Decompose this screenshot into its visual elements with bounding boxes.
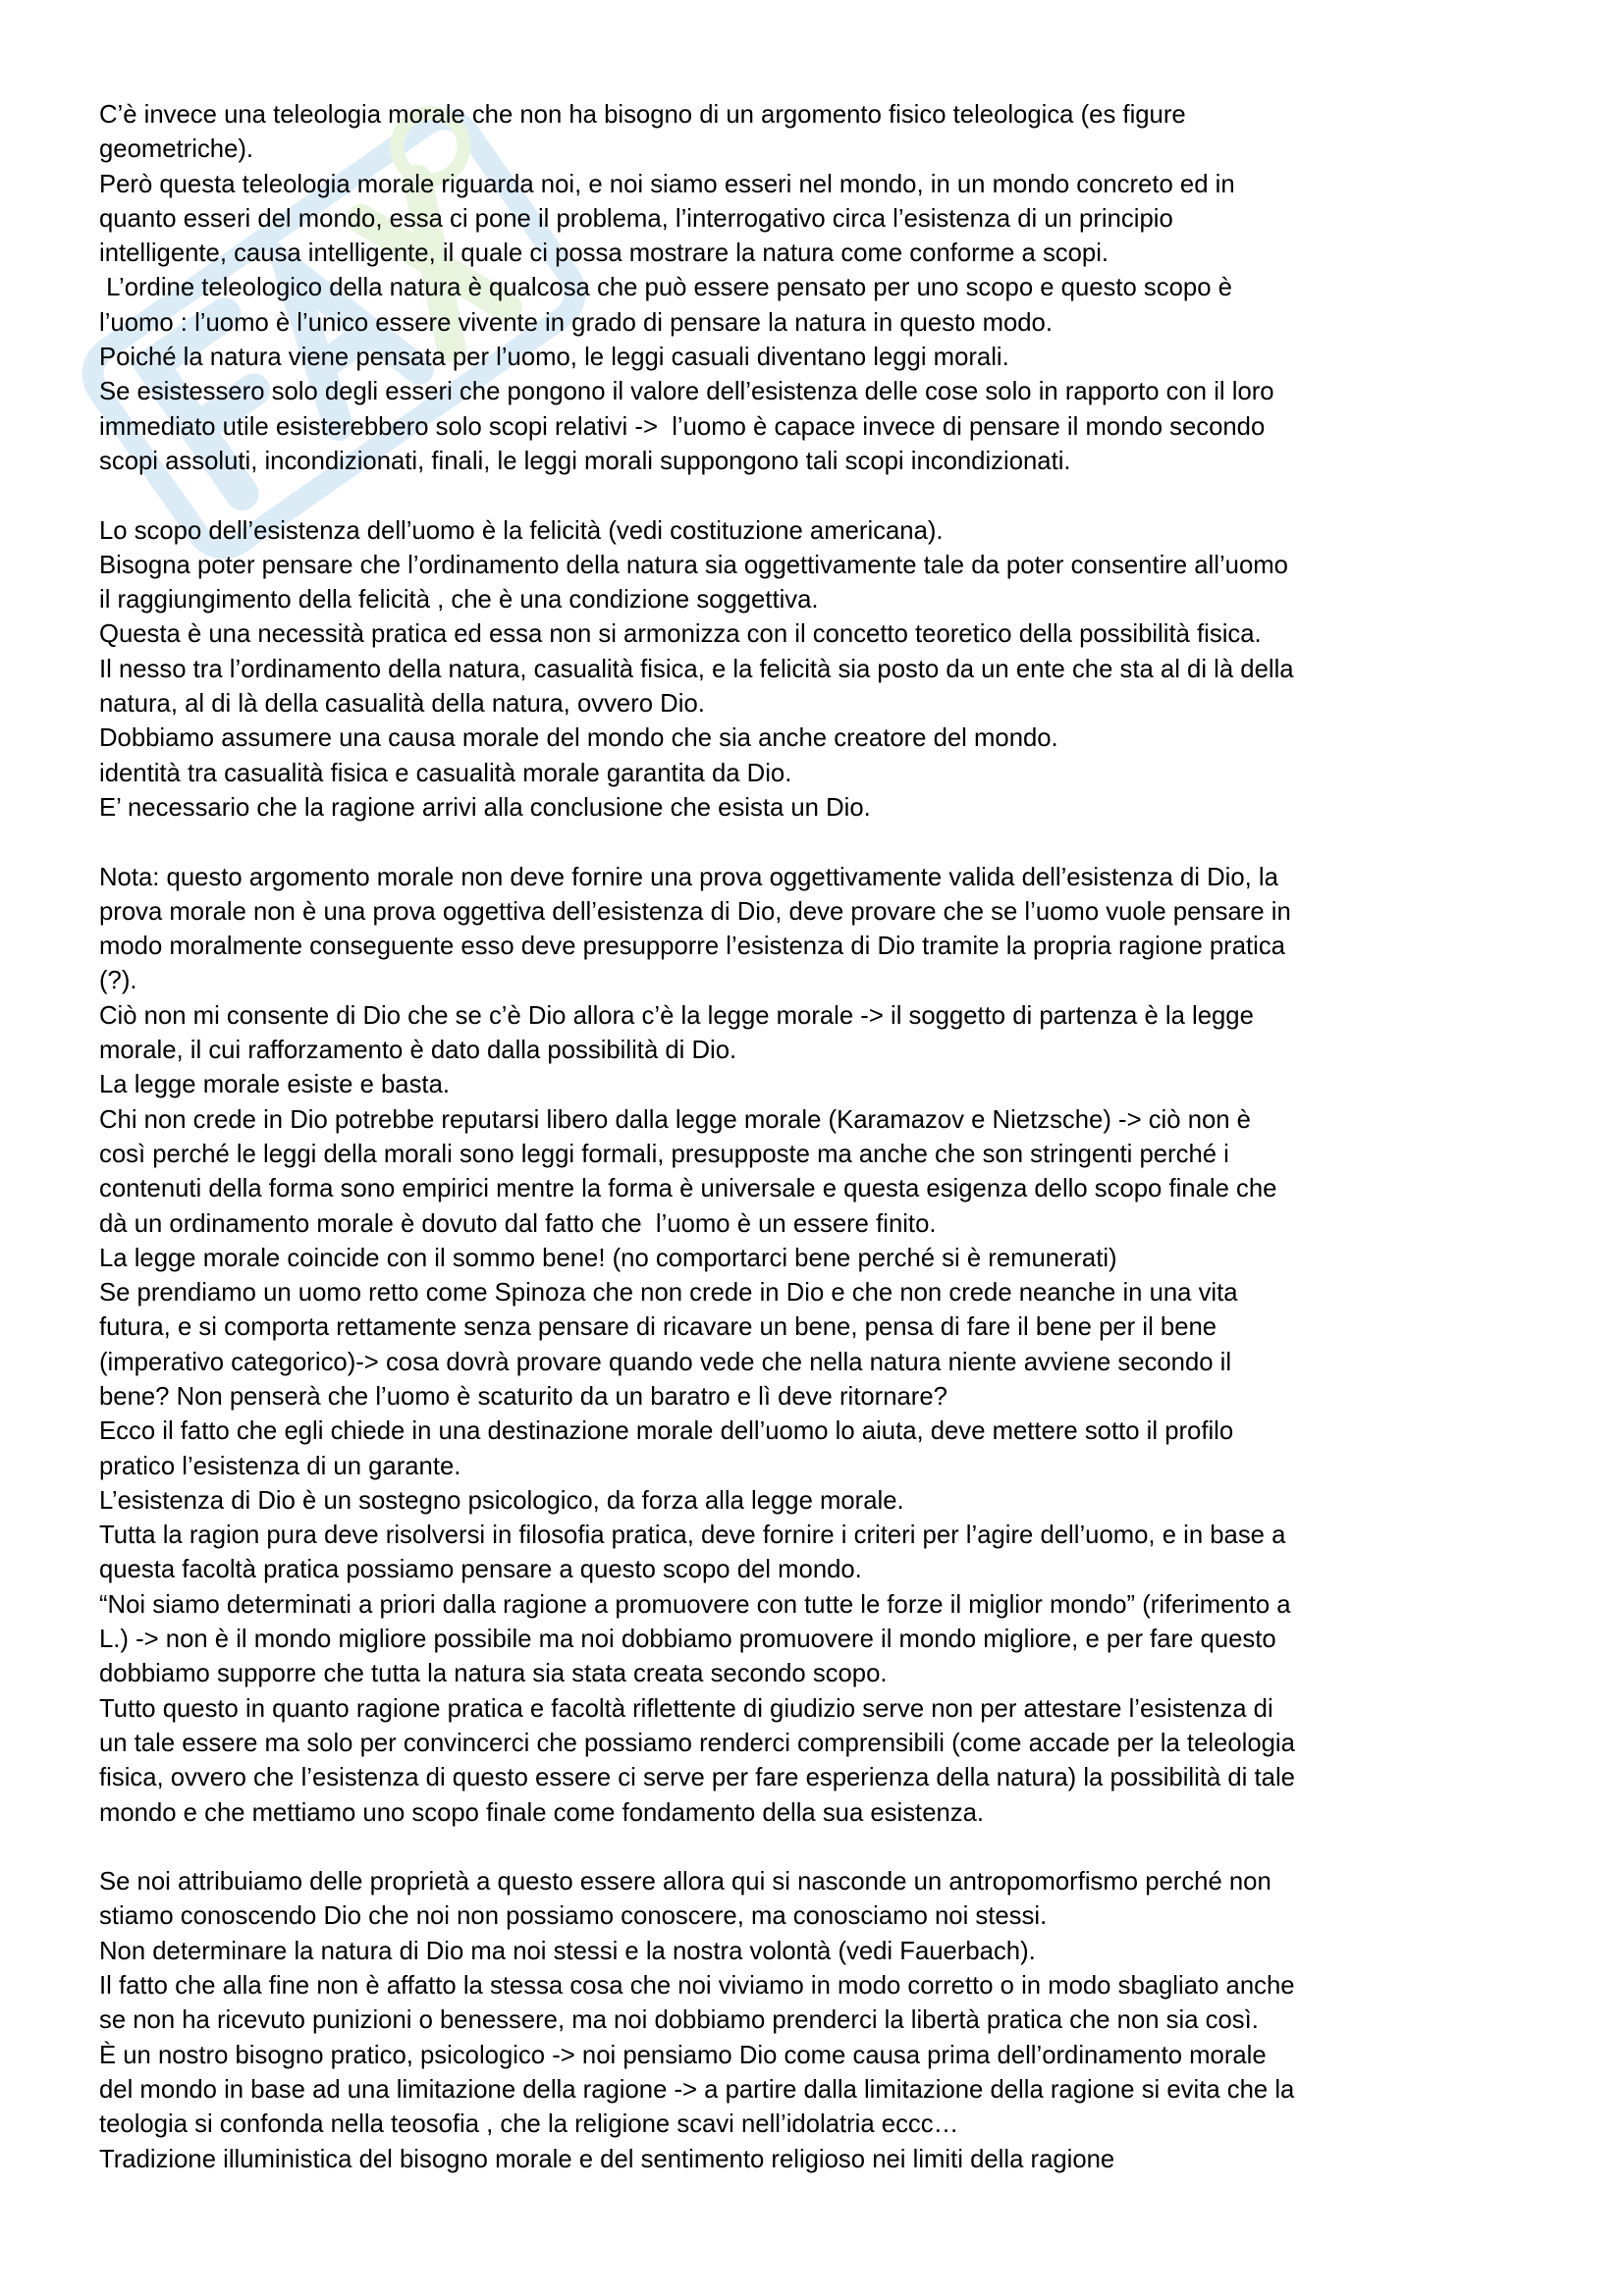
text-line: identità tra casualità fisica e casualità morale garantita da Dio.	[99, 759, 792, 787]
text-line: scopi assoluti, incondizionati, finali, le leggi morali suppongono tali scopi incondizionati.	[99, 447, 1071, 475]
text-line: L’ordine teleologico della natura è qualcosa che può essere pensato per uno scopo e questo scopo è	[99, 274, 1232, 302]
text-line: Tutto questo in quanto ragione pratica e facoltà riflettente di giudizio serve non per attestare l’esistenza di	[99, 1694, 1273, 1723]
text-line: dobbiamo supporre che tutta la natura sia stata creata secondo scopo.	[99, 1660, 888, 1688]
text-line: Il fatto che alla fine non è affatto la stessa cosa che noi viviamo in modo corretto o in modo sbagliato anche	[99, 1972, 1295, 2001]
text-line: Tradizione illuministica del bisogno morale e del sentimento religioso nei limiti della ragione	[99, 2145, 1115, 2173]
text-line: Se prendiamo un uomo retto come Spinoza che non crede in Dio e che non crede neanche in una vita	[99, 1279, 1238, 1308]
text-line: contenuti della forma sono empirici mentre la forma è universale e questa esigenza dello scopo finale che	[99, 1175, 1277, 1203]
text-line: L.) -> non è il mondo migliore possibile ma noi dobbiamo promuovere il mondo migliore, e per fare questo	[99, 1626, 1276, 1654]
text-line: Però questa teleologia morale riguarda noi, e noi siamo esseri nel mondo, in un mondo concreto ed in	[99, 170, 1235, 198]
text-line: dà un ordinamento morale è dovuto dal fatto che l’uomo è un essere finito.	[99, 1209, 937, 1238]
text-line: bene? Non penserà che l’uomo è scaturito da un baratro e lì deve ritornare?	[99, 1382, 947, 1411]
text-line: intelligente, causa intelligente, il quale ci possa mostrare la natura come conforme a scopi.	[99, 240, 1109, 268]
paragraph-spacer	[99, 1831, 1538, 1865]
text-line: morale, il cui rafforzamento è dato dalla possibilità di Dio.	[99, 1037, 737, 1065]
text-line: Chi non crede in Dio potrebbe reputarsi libero dalla legge morale (Karamazov e Nietzsche) -> ciò non è	[99, 1105, 1251, 1134]
text-line: Dobbiamo assumere una causa morale del mondo che sia anche creatore del mondo.	[99, 724, 1058, 753]
paragraph-spacer	[99, 826, 1538, 860]
text-line: questa facoltà pratica possiamo pensare a questo scopo del mondo.	[99, 1556, 862, 1584]
text-line: Non determinare la natura di Dio ma noi stessi e la nostra volontà (vedi Fauerbach).	[99, 1937, 1036, 1965]
text-line: Se noi attribuiamo delle proprietà a questo essere allora qui si nasconde un antropomorfismo perché non	[99, 1868, 1271, 1896]
text-line: Lo scopo dell’esistenza dell’uomo è la felicità (vedi costituzione americana).	[99, 516, 944, 545]
text-line: prova morale non è una prova oggettiva dell’esistenza di Dio, deve provare che se l’uomo vuole pensare in	[99, 897, 1291, 926]
text-line: La legge morale esiste e basta.	[99, 1071, 450, 1099]
text-line: l’uomo : l’uomo è l’unico essere vivente in grado di pensare la natura in questo modo.	[99, 308, 1053, 337]
text-line: E’ necessario che la ragione arrivi alla conclusione che esista un Dio.	[99, 793, 871, 822]
text-line: Questa è una necessità pratica ed essa non si armonizza con il concetto teoretico della possibilità fisica.	[99, 620, 1262, 649]
text-line: Ciò non mi consente di Dio che se c’è Dio allora c’è la legge morale -> il soggetto di partenza è la legge	[99, 1001, 1254, 1030]
document-body	[99, 98, 1538, 2177]
text-line: futura, e si comporta rettamente senza pensare di ricavare un bene, pensa di fare il bene per il bene	[99, 1313, 1217, 1342]
text-line: quanto esseri del mondo, essa ci pone il problema, l’interrogativo circa l’esistenza di un principio	[99, 204, 1173, 233]
text-line: teologia si confonda nella teosofia , che la religione scavi nell’idolatria eccc…	[99, 2110, 959, 2139]
text-line: del mondo in base ad una limitazione della ragione -> a partire dalla limitazione della ragione si evita che la	[99, 2075, 1295, 2104]
text-line: Il nesso tra l’ordinamento della natura, casualità fisica, e la felicità sia posto da un ente che sta al di là della	[99, 655, 1294, 683]
text-line: mondo e che mettiamo uno scopo finale come fondamento della sua esistenza.	[99, 1798, 985, 1827]
text-line: immediato utile esisterebbero solo scopi relativi -> l’uomo è capace invece di pensare il mondo secondo	[99, 412, 1266, 441]
text-line: se non ha ricevuto punizioni o benessere, ma noi dobbiamo prenderci la libertà pratica che non sia così.	[99, 2006, 1259, 2035]
text-line: Bisogna poter pensare che l’ordinamento della natura sia oggettivamente tale da poter consentire all’uomo	[99, 551, 1288, 579]
text-line: È un nostro bisogno pratico, psicologico -> noi pensiamo Dio come causa prima dell’ordinamento morale	[99, 2041, 1267, 2069]
text-line: geometriche).	[99, 135, 254, 164]
text-line: modo moralmente conseguente esso deve presupporre l’esistenza di Dio tramite la propria ragione pratica	[99, 933, 1285, 961]
text-line: C’è invece una teleologia morale che non ha bisogno di un argomento fisico teleologica (es figure	[99, 101, 1186, 129]
text-line: Se esistessero solo degli esseri che pongono il valore dell’esistenza delle cose solo in rapporto con il loro	[99, 378, 1274, 406]
text-line: Poiché la natura viene pensata per l’uomo, le leggi casuali diventano leggi morali.	[99, 344, 1009, 372]
text-line: stiamo conoscendo Dio che noi non possiamo conoscere, ma conosciamo noi stessi.	[99, 1902, 1048, 1931]
text-line: così perché le leggi della morali sono leggi formali, presupposte ma anche che son stringenti perché i	[99, 1140, 1229, 1168]
text-line: L’esistenza di Dio è un sostegno psicologico, da forza alla legge morale.	[99, 1486, 904, 1515]
text-line: Tutta la ragion pura deve risolversi in filosofia pratica, deve fornire i criteri per l’agire dell’uomo, e in base a	[99, 1522, 1286, 1550]
text-line: (?).	[99, 967, 137, 995]
text-line: La legge morale coincide con il sommo bene! (no comportarci bene perché si è remunerati)	[99, 1244, 1117, 1272]
text-line: il raggiungimento della felicità , che è una condizione soggettiva.	[99, 586, 819, 614]
text-line: Ecco il fatto che egli chiede in una destinazione morale dell’uomo lo aiuta, deve mettere sotto il profilo	[99, 1417, 1234, 1446]
text-line: fisica, ovvero che l’esistenza di questo essere ci serve per fare esperienza della natura) la possibilità di tale	[99, 1764, 1295, 1792]
text-line: (imperativo categorico)-> cosa dovrà provare quando vede che nella natura niente avviene secondo il	[99, 1348, 1232, 1376]
text-line: pratico l’esistenza di un garante.	[99, 1452, 461, 1480]
text-line: un tale essere ma solo per convincerci che possiamo renderci comprensibili (come accade per la teleologia	[99, 1729, 1295, 1757]
text-line: Nota: questo argomento morale non deve fornire una prova oggettivamente valida dell’esistenza di Dio, la	[99, 863, 1278, 891]
text-line: natura, al di là della casualità della natura, ovvero Dio.	[99, 690, 705, 719]
paragraph-spacer	[99, 479, 1538, 513]
text-line: “Noi siamo determinati a priori dalla ragione a promuovere con tutte le forze il miglior mondo” (riferimento a	[99, 1590, 1291, 1619]
